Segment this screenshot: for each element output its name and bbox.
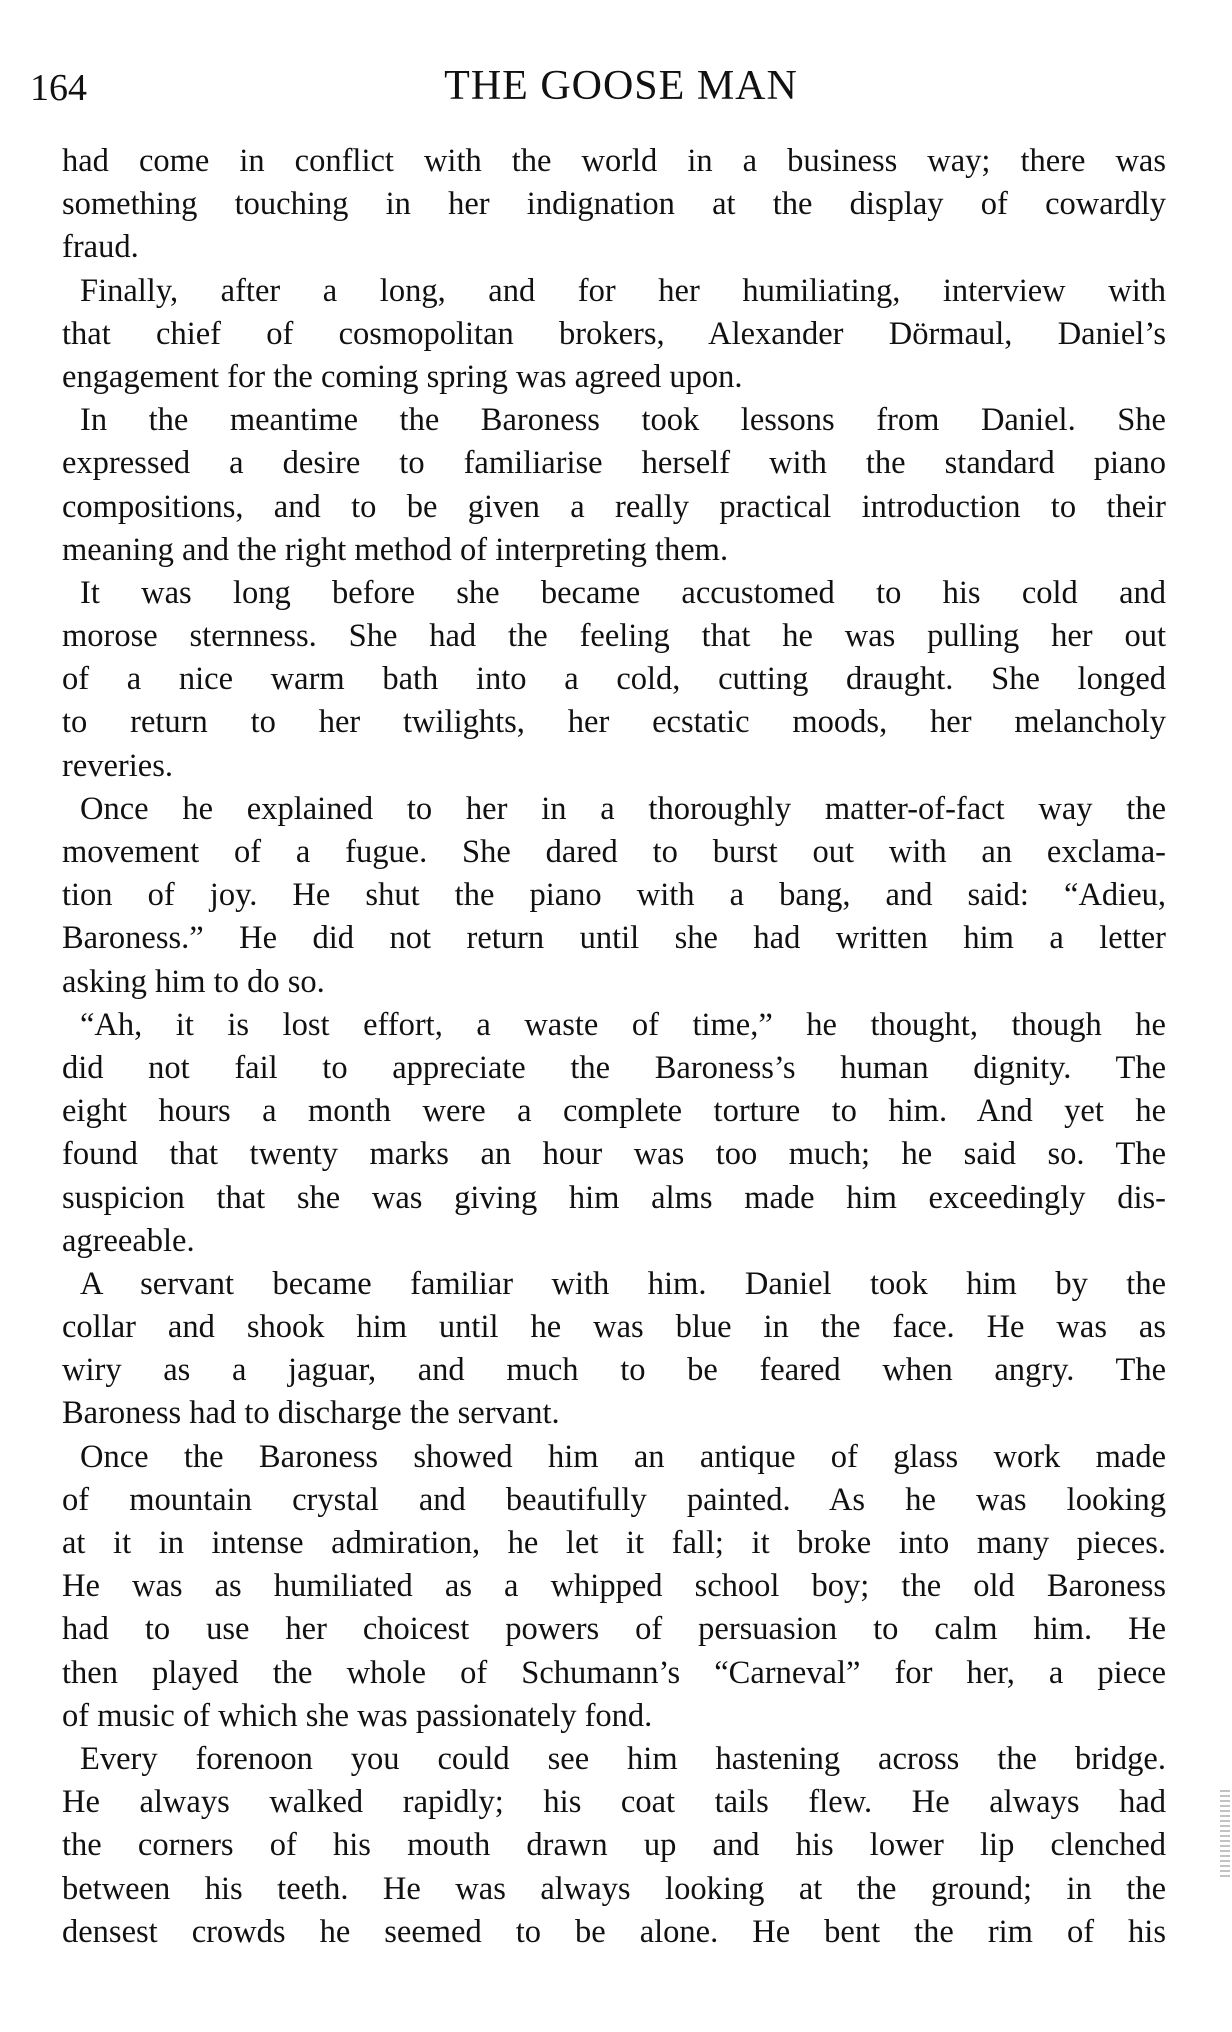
text-line: He was as humiliated as a whipped school boy; the old Baroness	[62, 1568, 1166, 1605]
text-line: did not fail to appreciate the Baroness’s human dignity. The	[62, 1049, 1166, 1086]
text-line: reveries.	[62, 747, 173, 784]
text-line: A servant became familiar with him. Daniel took him by the	[80, 1265, 1166, 1302]
text-line: agreeable.	[62, 1222, 195, 1259]
page-number: 164	[30, 67, 87, 109]
text-line: densest crowds he seemed to be alone. He bent the rim of his	[62, 1913, 1166, 1950]
text-line: of a nice warm bath into a cold, cutting draught. She longed	[62, 661, 1166, 698]
text-line: “Ah, it is lost effort, a waste of time,” he thought, though he	[80, 1006, 1166, 1043]
paragraph	[62, 270, 1166, 400]
text-line: collar and shook him until he was blue in the face. He was as	[62, 1309, 1166, 1346]
text-line: movement of a fugue. She dared to burst out with an exclama-	[62, 834, 1166, 870]
text-line: Baroness.” He did not return until she had written him a letter	[62, 920, 1166, 957]
text-line: He always walked rapidly; his coat tails flew. He always had	[62, 1784, 1166, 1821]
text-line: Once the Baroness showed him an antique of glass work made	[80, 1438, 1166, 1475]
text-line: had come in conflict with the world in a business way; there was	[62, 143, 1166, 179]
text-line: had to use her choicest powers of persuasion to calm him. He	[62, 1611, 1166, 1648]
text-line: engagement for the coming spring was agreed upon.	[62, 358, 743, 395]
text-line: of music of which she was passionately fond.	[62, 1697, 653, 1734]
paragraph	[62, 572, 1166, 788]
text-line: wiry as a jaguar, and much to be feared when angry. The	[62, 1352, 1166, 1389]
paragraph	[62, 1738, 1166, 1954]
text-line: Every forenoon you could see him hastening across the bridge.	[80, 1740, 1166, 1777]
text-line: then played the whole of Schumann’s “Carneval” for her, a piece	[62, 1654, 1166, 1691]
text-line: asking him to do so.	[62, 963, 325, 1000]
running-title: THE GOOSE MAN	[444, 63, 798, 109]
text-line: suspicion that she was giving him alms made him exceedingly dis-	[62, 1179, 1166, 1216]
text-line: of mountain crystal and beautifully painted. As he was looking	[62, 1481, 1166, 1518]
paragraph	[62, 140, 1166, 270]
text-line: something touching in her indignation at the display of cowardly	[62, 186, 1166, 223]
text-line: fraud.	[62, 229, 139, 266]
text-line: Baroness had to discharge the servant.	[62, 1395, 560, 1432]
text-line: expressed a desire to familiarise herself with the standard piano	[62, 445, 1166, 482]
paragraph	[62, 1436, 1166, 1738]
text-line: found that twenty marks an hour was too much; he said so. The	[62, 1136, 1166, 1173]
text-line: eight hours a month were a complete torture to him. And yet he	[62, 1093, 1166, 1130]
text-line: Finally, after a long, and for her humiliating, interview with	[80, 272, 1166, 309]
scan-artifact	[1220, 1790, 1230, 1880]
paragraph	[62, 399, 1166, 572]
text-line: between his teeth. He was always looking at the ground; in the	[62, 1870, 1166, 1907]
text-line: to return to her twilights, her ecstatic moods, her melancholy	[62, 704, 1166, 741]
paragraph	[62, 788, 1166, 1004]
text-line: In the meantime the Baroness took lessons from Daniel. She	[80, 402, 1166, 439]
paragraph	[62, 1004, 1166, 1263]
text-line: the corners of his mouth drawn up and his lower lip clenched	[62, 1827, 1166, 1864]
body-text	[62, 140, 1166, 1954]
text-line: at it in intense admiration, he let it fall; it broke into many pieces.	[62, 1525, 1166, 1561]
paragraph	[62, 1263, 1166, 1436]
text-line: meaning and the right method of interpreting them.	[62, 531, 729, 568]
text-line: that chief of cosmopolitan brokers, Alexander Dörmaul, Daniel’s	[62, 315, 1166, 352]
text-line: Once he explained to her in a thoroughly matter-of-fact way the	[80, 790, 1166, 827]
text-line: It was long before she became accustomed to his cold and	[80, 574, 1166, 611]
text-line: morose sternness. She had the feeling that he was pulling her out	[62, 618, 1166, 655]
text-line: tion of joy. He shut the piano with a bang, and said: “Adieu,	[62, 877, 1166, 914]
text-line: compositions, and to be given a really practical introduction to their	[62, 488, 1166, 525]
